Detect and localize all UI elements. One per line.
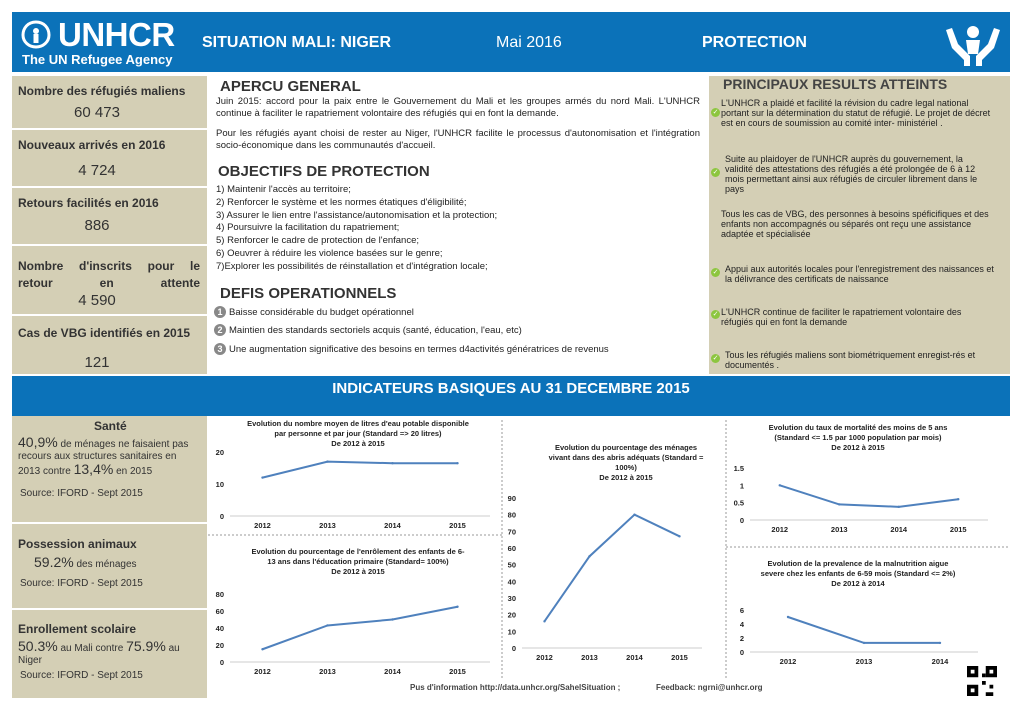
- result-item: [725, 264, 995, 284]
- animaux-title: Possession animaux: [18, 537, 137, 551]
- list-item: 4) Poursuivre la facilitation du rapatriement;: [216, 222, 400, 234]
- series-line: [263, 462, 458, 478]
- number-badge: 2: [214, 324, 226, 336]
- defis-title: DEFIS OPERATIONNELS: [220, 285, 397, 302]
- data-point: [261, 476, 263, 478]
- unhcr-logo: [16, 16, 184, 68]
- x-tick-label: 2013: [581, 653, 598, 662]
- divider: [12, 244, 207, 246]
- chart-title-line: vivant dans des abris adéquats (Standard =: [548, 453, 704, 462]
- stat-label-inscrits: Nombre d'inscrits pour le retour en attente: [18, 259, 200, 290]
- y-tick-label: 60: [215, 607, 224, 616]
- y-tick-label: 40: [215, 624, 224, 633]
- animaux-desc: des ménages: [76, 559, 137, 570]
- defi-text: Une augmentation significative des besoins en termes d4activités génératrices de revenus: [229, 343, 609, 355]
- check-icon: ✓: [712, 169, 719, 176]
- y-tick-label: 80: [507, 510, 516, 520]
- chart-title-line: Evolution du taux de mortalité des moins de 5 ans: [768, 423, 948, 432]
- x-tick-label: 2015: [671, 653, 688, 662]
- y-tick-label: 20: [507, 610, 516, 620]
- y-tick-label: 80: [215, 590, 224, 599]
- x-tick-label: 2013: [855, 657, 873, 666]
- data-point: [326, 460, 328, 462]
- sante-desc: de ménages ne faisaient pas recours aux structures sanitaires en 2013 contre: [18, 439, 189, 477]
- data-point: [391, 618, 393, 620]
- result-text: Appui aux autorités locales pour l'enregistrement des naissances et la délivrance des certificats de naissance: [725, 264, 994, 284]
- y-tick-label: 70: [507, 527, 516, 537]
- list-item: 1) Maintenir l'accès au territoire;: [216, 184, 351, 195]
- page-title: SITUATION MALI: NIGER: [202, 34, 392, 51]
- list-item: 2) Renforcer le système et les normes étatiques d'éligibilité;: [216, 196, 467, 208]
- qr-code-icon: [966, 666, 998, 696]
- data-point: [898, 506, 900, 508]
- sante-desc-end: en 2015: [116, 466, 153, 477]
- y-tick-label: 10: [215, 480, 224, 489]
- y-tick-label: 1.5: [733, 464, 744, 473]
- animaux-text: [34, 556, 137, 571]
- x-tick-label: 2015: [449, 521, 466, 530]
- y-tick-label: 4: [739, 620, 744, 629]
- data-point: [456, 462, 458, 464]
- sante-title: Santé: [94, 419, 127, 433]
- indicator-charts: [208, 416, 1010, 682]
- scolaire-desc: au Mali contre: [60, 643, 124, 654]
- data-point: [456, 606, 458, 608]
- sante-source: Source: IFORD - Sept 2015: [20, 488, 143, 499]
- x-tick-label: 2015: [449, 667, 466, 676]
- y-tick-label: 50: [507, 560, 516, 570]
- x-tick-label: 2014: [626, 653, 643, 662]
- y-tick-label: 6: [739, 606, 744, 615]
- chart-title-line: 100%): [615, 463, 637, 472]
- defi-text: Baisse considérable du budget opérationnel: [229, 306, 414, 318]
- number-badge: 3: [214, 343, 226, 355]
- check-icon: ✓: [712, 311, 719, 318]
- data-point: [787, 616, 789, 618]
- chart-title-line: 13 ans dans l'éducation primaire (Standard= 100%): [267, 557, 449, 566]
- chart-title-line: Evolution du pourcentage de l'enrôlement des enfants de 6-: [251, 547, 465, 556]
- scolaire-pct-niger: 75.9%: [126, 638, 166, 654]
- y-tick-label: 2: [739, 634, 744, 643]
- x-tick-label: 2014: [890, 525, 908, 534]
- data-point: [326, 624, 328, 626]
- y-tick-label: 90: [507, 494, 516, 503]
- chart-title-line: De 2012 à 2014: [831, 579, 885, 588]
- y-tick-label: 10: [507, 627, 516, 637]
- scolaire-desc-end: au Niger: [18, 643, 180, 666]
- chart-title-line: De 2012 à 2015: [599, 473, 653, 482]
- check-icon: ✓: [712, 269, 719, 276]
- series-line: [788, 617, 940, 643]
- apercu-paragraph-2: Pour les réfugiés ayant choisi de rester au Niger, l'UNHCR facilite le processus d'autonomisation et l'intégration socio-économique dans les communautés d'accueil.: [216, 128, 700, 151]
- defi-text: Maintien des standards sectoriels acquis (santé, éducation, l'eau, etc): [229, 324, 522, 336]
- chart-title-line: De 2012 à 2015: [331, 567, 385, 576]
- series-line: [545, 515, 680, 622]
- y-tick-label: 60: [507, 544, 516, 553]
- y-tick-label: 30: [507, 594, 516, 603]
- x-tick-label: 2012: [536, 653, 553, 662]
- stat-value-retours: 886: [84, 217, 110, 234]
- section-title: PROTECTION: [702, 34, 807, 51]
- stat-value-nouveaux: 4 724: [78, 162, 116, 179]
- data-point: [391, 462, 393, 464]
- logo-tagline: The UN Refugee Agency: [22, 52, 173, 67]
- chart-title-line: severe chez les enfants de 6-59 mois (Standard <= 2%): [760, 569, 956, 578]
- logo-name: UNHCR: [58, 16, 175, 53]
- stat-label-vbg: Cas de VBG identifiés en 2015: [18, 326, 191, 340]
- sante-text: [18, 436, 198, 478]
- animaux-pct: 59.2%: [34, 554, 74, 570]
- check-icon: ✓: [712, 355, 719, 362]
- x-tick-label: 2012: [771, 525, 789, 534]
- list-item: [214, 324, 522, 336]
- series-line: [780, 485, 959, 506]
- check-icon: ✓: [712, 109, 719, 116]
- x-tick-label: 2013: [319, 521, 336, 530]
- chart-title-line: Evolution du pourcentage des ménages: [554, 443, 698, 452]
- result-text: L'UNHCR continue de faciliter le rapatriement volontaire des réfugiés qui en font la demande: [721, 307, 962, 327]
- y-tick-label: 40: [507, 577, 516, 587]
- x-tick-label: 2013: [830, 525, 848, 534]
- data-point: [633, 513, 635, 515]
- y-tick-label: 0.5: [733, 498, 744, 508]
- stat-label-nouveaux: Nouveaux arrivés en 2016: [18, 138, 166, 152]
- list-item: 3) Assurer le lien entre l'assistance/autonomisation et la protection;: [216, 209, 498, 221]
- y-tick-label: 20: [215, 448, 224, 457]
- footer-feedback[interactable]: Feedback: ngrni@unhcr.org: [656, 683, 763, 692]
- x-tick-label: 2015: [949, 525, 967, 534]
- apercu-paragraph-1: Juin 2015: accord pour la paix entre le Gouvernement du Mali et les groupes armés du nord Mali. L'UNHCR continue à faciliter le rapatriement volontaire des réfugiés qui en font la demande.: [216, 96, 700, 119]
- stat-value-inscrits: 4 590: [78, 292, 116, 309]
- data-point: [779, 484, 781, 486]
- x-tick-label: 2012: [254, 521, 271, 530]
- list-item: [214, 306, 414, 318]
- indicators-title: INDICATEURS BASIQUES AU 31 DECEMBRE 2015: [332, 380, 690, 397]
- result-item: [721, 98, 991, 128]
- stat-label-retours: Retours facilités en 2016: [18, 196, 159, 210]
- sante-pct-2013: 40,9%: [18, 434, 58, 450]
- chart-title-line: Evolution de la prevalence de la malnutrition aigue: [767, 559, 949, 568]
- divider: [12, 608, 207, 610]
- data-point: [838, 503, 840, 505]
- data-point: [863, 642, 865, 644]
- scolaire-text: [18, 640, 200, 667]
- x-tick-label: 2014: [931, 657, 949, 666]
- stat-value-vbg: 121: [84, 354, 110, 371]
- key-figures-panel: [12, 76, 207, 374]
- chart-title-line: par personne et par jour (Standard => 20 litres): [274, 429, 442, 438]
- unhcr-emblem-icon: [18, 18, 54, 50]
- divider: [12, 186, 207, 188]
- results-panel: [709, 76, 1010, 374]
- stat-value-refugies: 60 473: [74, 104, 120, 121]
- scolaire-title: Enrollement scolaire: [18, 622, 137, 636]
- divider: [12, 314, 207, 316]
- data-point: [543, 620, 545, 622]
- list-item: [214, 343, 609, 355]
- result-item: [725, 350, 995, 370]
- number-badge: 1: [214, 306, 226, 318]
- y-tick-label: 1: [739, 481, 744, 491]
- results-title: PRINCIPAUX RESULTS ATTEINTS: [723, 76, 948, 92]
- scolaire-pct-mali: 50.3%: [18, 638, 58, 654]
- protection-hands-icon: [940, 18, 1006, 68]
- data-point: [957, 498, 959, 500]
- data-point: [678, 535, 680, 537]
- chart-title-line: De 2012 à 2015: [831, 443, 885, 452]
- result-item: [721, 307, 991, 327]
- chart-title-line: De 2012 à 2015: [331, 439, 385, 448]
- objectifs-list: [216, 184, 497, 274]
- x-tick-label: 2014: [384, 521, 401, 530]
- list-item: 5) Renforcer le cadre de protection de l'enfance;: [216, 235, 420, 247]
- data-point: [939, 642, 941, 644]
- y-tick-label: 0: [739, 648, 744, 657]
- x-tick-label: 2012: [779, 657, 797, 666]
- result-item: [725, 154, 991, 194]
- list-item: 7)Explorer les possibilités de réinstallation et d'intégration locale;: [216, 260, 488, 272]
- y-tick-label: 0: [219, 512, 224, 521]
- x-tick-label: 2014: [384, 667, 401, 676]
- header-banner: [12, 12, 1010, 72]
- x-tick-label: 2013: [319, 667, 336, 676]
- indicators-band: [12, 376, 1010, 416]
- overview-section: [210, 76, 706, 374]
- report-date: Mai 2016: [496, 34, 562, 51]
- data-point: [261, 648, 263, 650]
- list-item: 6) Oeuvrer à réduire les violence basées sur le genre;: [216, 247, 443, 259]
- stat-label-refugies: Nombre des réfugiés maliens: [18, 84, 186, 98]
- result-text: Suite au plaidoyer de l'UNHCR auprès du gouvernement, la validité des attestations des réfugiés a été prolongée de 6 à 12 mois permettant ainsi aux réfugiés de circuler librement dans le pays: [725, 154, 978, 194]
- series-line: [263, 607, 458, 650]
- x-tick-label: 2012: [254, 667, 271, 676]
- apercu-title: APERCU GENERAL: [220, 78, 361, 95]
- objectifs-title: OBJECTIFS DE PROTECTION: [218, 163, 430, 180]
- animaux-source: Source: IFORD - Sept 2015: [20, 578, 143, 589]
- result-item: [721, 209, 991, 239]
- data-point: [588, 555, 590, 557]
- y-tick-label: 20: [215, 641, 224, 650]
- chart-title-line: Evolution du nombre moyen de litres d'eau potable disponible: [247, 419, 469, 428]
- scolaire-source: Source: IFORD - Sept 2015: [20, 670, 143, 681]
- divider: [12, 522, 207, 524]
- result-text: Tous les cas de VBG, des personnes à besoins spéficifiques et des enfants non accompagnés ou séparés ont reçu une assistance adaptée et spécialisée: [721, 209, 989, 239]
- footer-info-link[interactable]: Pus d'information http://data.unhcr.org/SahelSituation ;: [410, 683, 621, 692]
- chart-title-line: (Standard <= 1.5 par 1000 population par mois): [774, 433, 942, 442]
- indicators-panel: [12, 416, 207, 698]
- result-text: Tous les réfugiés maliens sont biométriquement enregist-rés et documentés .: [725, 350, 976, 370]
- sante-pct-2015: 13,4%: [73, 461, 114, 477]
- divider: [12, 128, 207, 130]
- y-tick-label: 0: [219, 658, 224, 667]
- y-tick-label: 0: [511, 644, 516, 653]
- y-tick-label: 0: [739, 516, 744, 525]
- result-text: L'UNHCR a plaidé et facilité la révision du cadre legal national portant sur la détermination du statut de réfugié. Le projet de décret est en cours de soumission au comité inter- ministériel .: [721, 98, 991, 128]
